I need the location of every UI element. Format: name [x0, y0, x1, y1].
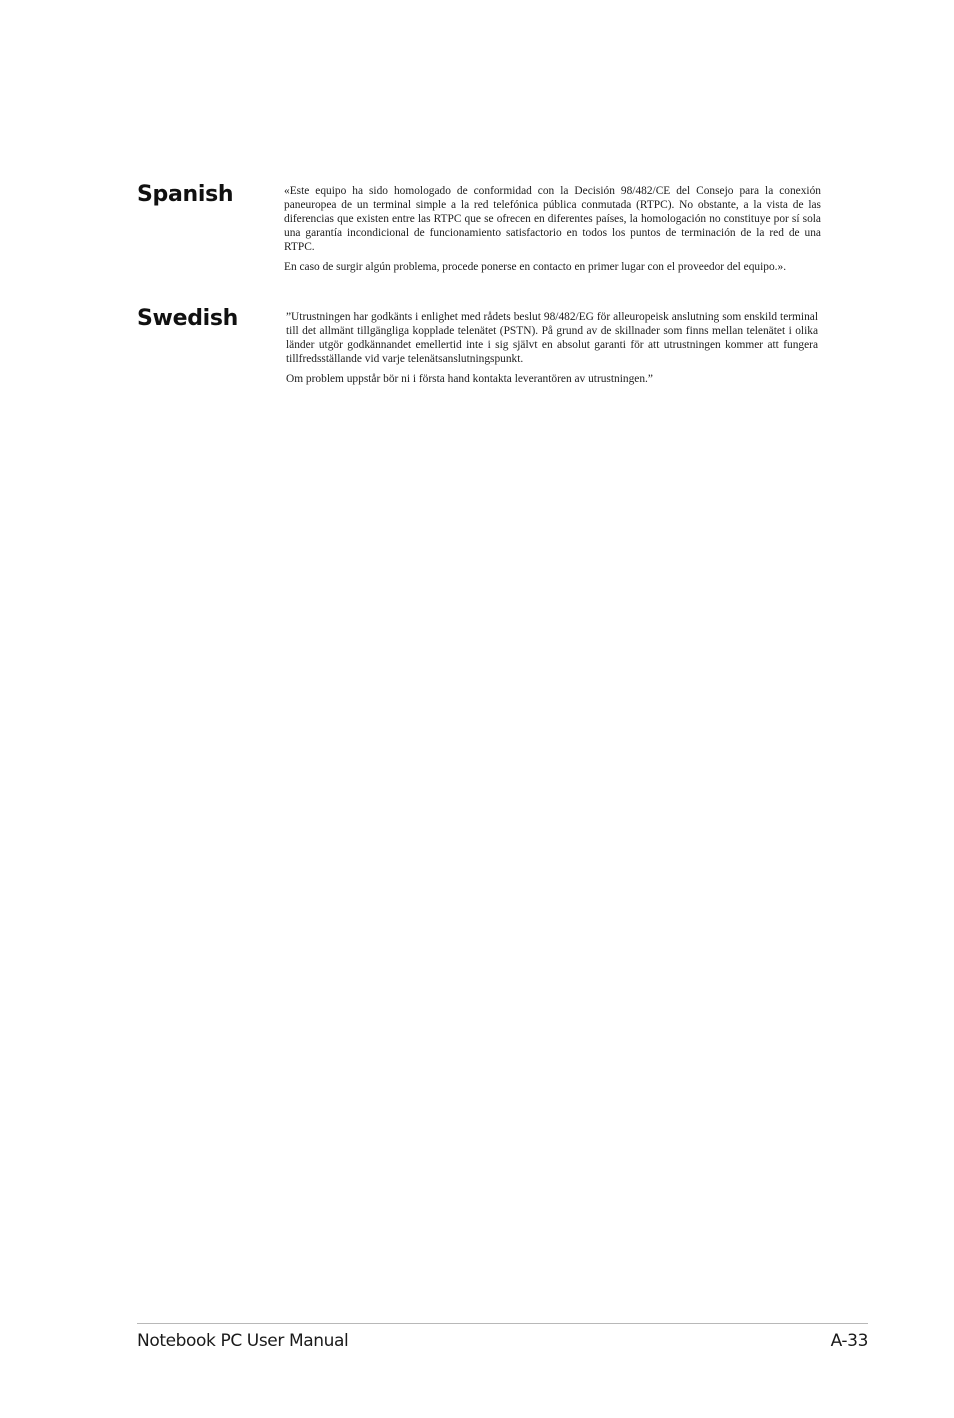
spanish-paragraph-2: En caso de surgir algún problema, procede ponerse en contacto en primer lugar con el proveedor del equipo.». — [284, 260, 787, 273]
footer-divider — [137, 1323, 868, 1324]
spanish-body — [284, 185, 821, 274]
footer-page-number: A-33 — [830, 1331, 868, 1351]
swedish-heading: Swedish — [137, 306, 239, 331]
spanish-heading: Spanish — [137, 182, 234, 207]
swedish-paragraph-2: Om problem uppstår bör ni i första hand kontakta leverantören av utrustningen.” — [286, 372, 653, 385]
swedish-body — [286, 311, 818, 387]
footer-manual-title: Notebook PC User Manual — [137, 1331, 349, 1351]
spanish-paragraph-1: «Este equipo ha sido homologado de conformidad con la Decisión 98/482/CE del Consejo para la conexión paneuropea de un terminal simple a la red telefónica pública conmutada (RTPC). No obstante, a la vista de las diferencias que existen entre las RTPC que se ofrecen en diferentes países, la homologación no constituye por sí sola una garantía incondicional de funcionamiento satisfactorio en todos los puntos de terminación de la red de una RTPC. — [284, 185, 821, 253]
swedish-paragraph-1: ”Utrustningen har godkänts i enlighet med rådets beslut 98/482/EG för alleuropeisk anslutning som enskild terminal till det allmänt tillgängliga kopplade telenätet (PSTN). På grund av de skillnader som finns mellan telenätet i olika länder utgör godkännandet emellertid inte i sig självt en absolut garanti för att utrustningen kommer att fungera tillfredsställande vid varje telenätsanslutningspunkt. — [286, 311, 818, 365]
